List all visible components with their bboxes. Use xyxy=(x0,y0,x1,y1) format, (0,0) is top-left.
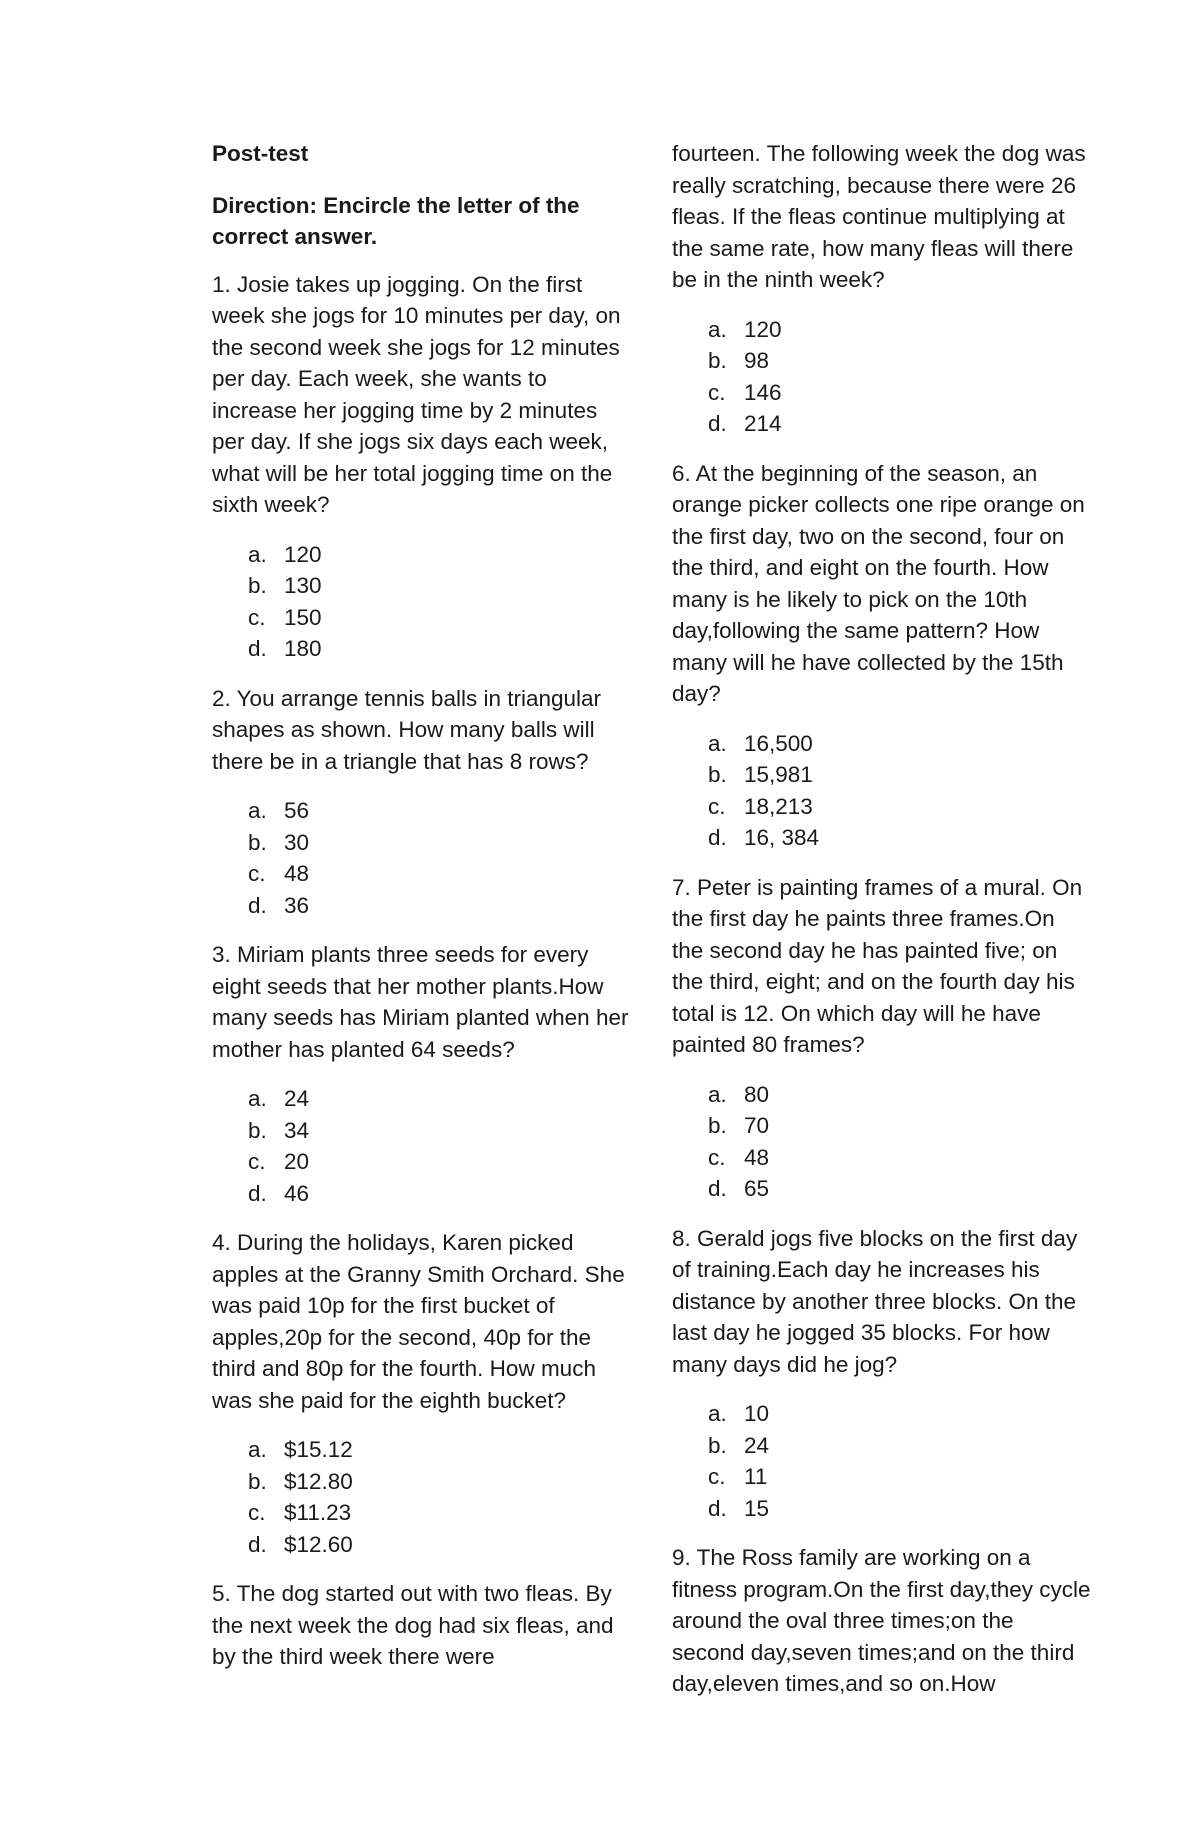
option-item[interactable]: c. 146 xyxy=(708,379,782,405)
question-6-options xyxy=(672,728,1092,854)
option-item[interactable]: d. 15 xyxy=(708,1495,770,1521)
option-item[interactable]: a. 10 xyxy=(708,1401,770,1426)
option-item[interactable]: d. 180 xyxy=(248,636,322,661)
option-item[interactable]: d. 65 xyxy=(708,1176,770,1201)
question-3: 3. Miriam plants three seeds for every eight seeds that her mother plants.How many seeds has Miriam planted when her mother has planted 64 seeds? xyxy=(212,942,629,1062)
right-column xyxy=(672,138,1092,1718)
option-item[interactable]: c. $11.23 xyxy=(248,1500,352,1525)
option-item[interactable]: b. 15,981 xyxy=(708,762,813,787)
question-6: 6. At the beginning of the season, an orange picker collects one ripe orange on the first day, two on the second, four on the third, and eight on the fourth. How many is he likely to pick on the 10th day,following the same pattern? How many will he have collected by the 15th day? xyxy=(672,460,1085,706)
question-3-options xyxy=(212,1083,632,1209)
question-5-start: 5. The dog started out with two fleas. By the next week the dog had six fleas, and by the third week there were xyxy=(212,1581,614,1669)
question-7-options xyxy=(672,1079,1092,1205)
option-item[interactable]: b. 98 xyxy=(708,348,770,373)
left-column xyxy=(212,138,632,1691)
question-2-options xyxy=(212,795,632,921)
question-7: 7. Peter is painting frames of a mural. On the first day he paints three frames.On the second day he has painted five; on the third, eight; and on the fourth day his total is 12. On which day will he have painted 80 frames? xyxy=(672,874,1083,1057)
option-item[interactable]: c. 20 xyxy=(248,1149,310,1174)
question-4: 4. During the holidays, Karen picked apples at the Granny Smith Orchard. She was paid 10p for the first bucket of apples,20p for the second, 40p for the third and 80p for the fourth. How much was she paid for the eighth bucket? xyxy=(212,1230,625,1413)
option-item[interactable]: a. 120 xyxy=(708,316,782,342)
option-item[interactable]: b. 24 xyxy=(708,1432,770,1458)
page-title: Post-test xyxy=(212,141,309,166)
question-8-options xyxy=(672,1398,1092,1524)
option-item[interactable]: d. 214 xyxy=(708,411,782,436)
option-item[interactable]: a. $15.12 xyxy=(248,1437,353,1462)
question-1: 1. Josie takes up jogging. On the first week she jogs for 10 minutes per day, on the second week she jogs for 12 minutes per day. Each week, she wants to increase her jogging time by 2 minutes per day. If she jogs six days each week, what will be her total jogging time on the sixth week? xyxy=(212,271,621,517)
option-item[interactable]: a. 24 xyxy=(248,1086,310,1111)
question-4-options xyxy=(212,1434,632,1560)
option-item[interactable]: d. 36 xyxy=(248,892,310,918)
option-item[interactable]: c. 18,213 xyxy=(708,793,813,819)
question-5-continued: fourteen. The following week the dog was really scratching, because there were 26 fleas. If the fleas continue multiplying at the same rate, how many fleas will there be in the ninth week? xyxy=(672,141,1086,292)
option-item[interactable]: a. 80 xyxy=(708,1081,770,1107)
option-item[interactable]: b. 70 xyxy=(708,1113,770,1138)
option-item[interactable]: c. 150 xyxy=(248,604,322,630)
option-item[interactable]: b. $12.80 xyxy=(248,1468,353,1494)
option-item[interactable]: d. $12.60 xyxy=(248,1531,353,1557)
option-item[interactable]: a. 120 xyxy=(248,541,322,567)
option-item[interactable]: c. 48 xyxy=(248,861,310,886)
option-item[interactable]: b. 130 xyxy=(248,573,322,598)
direction-text: Direction: Encircle the letter of the correct answer. xyxy=(212,192,580,249)
option-item[interactable]: b. 30 xyxy=(248,829,310,855)
option-item[interactable]: a. 16,500 xyxy=(708,730,813,756)
option-item[interactable]: d. 46 xyxy=(248,1180,310,1206)
question-9-start: 9. The Ross family are working on a fitness program.On the first day,they cycle around the oval three times;on the second day,seven times;and on the third day,eleven times,and so on.How xyxy=(672,1545,1091,1696)
question-1-options xyxy=(212,539,632,665)
option-item[interactable]: c. 11 xyxy=(708,1464,768,1489)
question-8: 8. Gerald jogs five blocks on the first day of training.Each day he increases his distance by another three blocks. On the last day he jogged 35 blocks. For how many days did he jog? xyxy=(672,1225,1078,1377)
option-item[interactable]: c. 48 xyxy=(708,1144,770,1170)
question-2: 2. You arrange tennis balls in triangular shapes as shown. How many balls will there be in a triangle that has 8 rows? xyxy=(212,685,602,774)
option-item[interactable]: a. 56 xyxy=(248,798,310,823)
option-item[interactable]: b. 34 xyxy=(248,1117,310,1143)
option-item[interactable]: d. 16, 384 xyxy=(708,825,820,850)
question-5-options xyxy=(672,314,1092,440)
